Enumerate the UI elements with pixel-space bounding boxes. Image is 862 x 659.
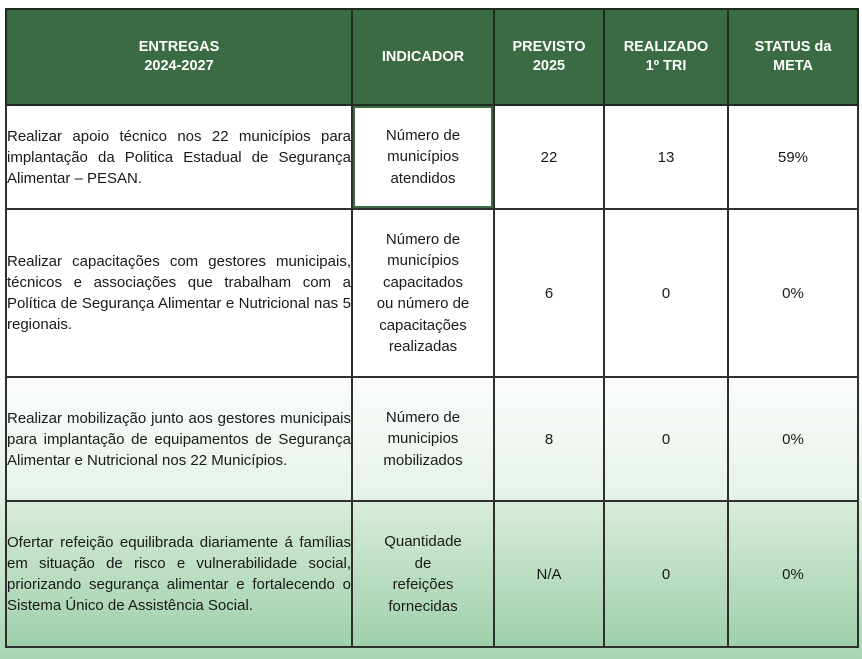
realizado-cell: 0 [604,377,728,501]
header-entregas [6,9,352,105]
indicador-text: Número de [385,126,461,144]
indicador-text: ou número de [376,295,470,312]
realizado-cell: 0 [604,501,728,647]
table-row [6,209,858,377]
table-row [6,105,858,209]
realizado-cell: 0 [604,209,728,377]
entrega-cell: Realizar capacitações com gestores municipais, técnicos e associações que trabalham com a Política de Segurança Alimentar e Nutricional nas 5 regionais. [6,209,352,377]
previsto-cell: N/A [494,501,604,647]
indicador-text: mobilizados [383,451,463,469]
indicador-cell [352,209,494,377]
table-row [6,501,858,647]
status-cell: 59% [728,105,858,209]
header-text: ENTREGAS [138,39,220,55]
indicador-text: municípios [387,252,459,269]
status-cell: 0% [728,377,858,501]
header-text: REALIZADO [623,39,709,55]
indicador-text: Quantidade [384,533,462,550]
indicador-text: capacitados [382,273,464,291]
entrega-cell: Realizar apoio técnico nos 22 municípios para implantação da Politica Estadual de Segurança Alimentar – PESAN. [6,105,352,209]
header-text: INDICADOR [381,48,465,65]
header-text: 2025 [532,58,566,74]
indicador-text: Número de [385,408,461,426]
header-text: 2024-2027 [144,58,214,74]
indicador-text: fornecidas [388,597,458,615]
header-indicador [352,9,494,105]
goals-table [5,8,859,648]
indicador-cell [352,501,494,647]
header-text: PREVISTO [512,39,586,55]
status-cell: 0% [728,209,858,377]
indicador-text: municípios [387,148,459,166]
header-status [728,9,858,105]
indicador-text: realizadas [388,338,458,355]
indicador-text: de [414,554,432,572]
entrega-cell: Realizar mobilização junto aos gestores municipais para implantação de equipamentos de Segurança Alimentar e Nutricional nos 22 Municípios. [6,377,352,501]
indicador-text: capacitações [379,316,467,334]
indicador-text: atendidos [390,169,456,187]
header-text: 1º TRI [645,58,687,74]
entrega-cell: Ofertar refeição equilibrada diariamente á famílias em situação de risco e vulnerabilidade social, priorizando segurança alimentar e fortalecendo o Sistema Único de Assistência Social. [6,501,352,647]
realizado-cell: 13 [604,105,728,209]
header-realizado [604,9,728,105]
table-row [6,377,858,501]
header-previsto [494,9,604,105]
indicador-text: refeições [392,576,454,593]
table-header-row [6,9,858,105]
header-text: STATUS da [754,39,832,55]
header-text: META [772,58,813,74]
indicador-cell [352,377,494,501]
status-cell: 0% [728,501,858,647]
previsto-cell: 22 [494,105,604,209]
previsto-cell: 8 [494,377,604,501]
indicador-text: municipios [387,430,459,448]
previsto-cell: 6 [494,209,604,377]
indicador-cell [352,105,494,209]
indicador-text: Número de [385,230,461,248]
